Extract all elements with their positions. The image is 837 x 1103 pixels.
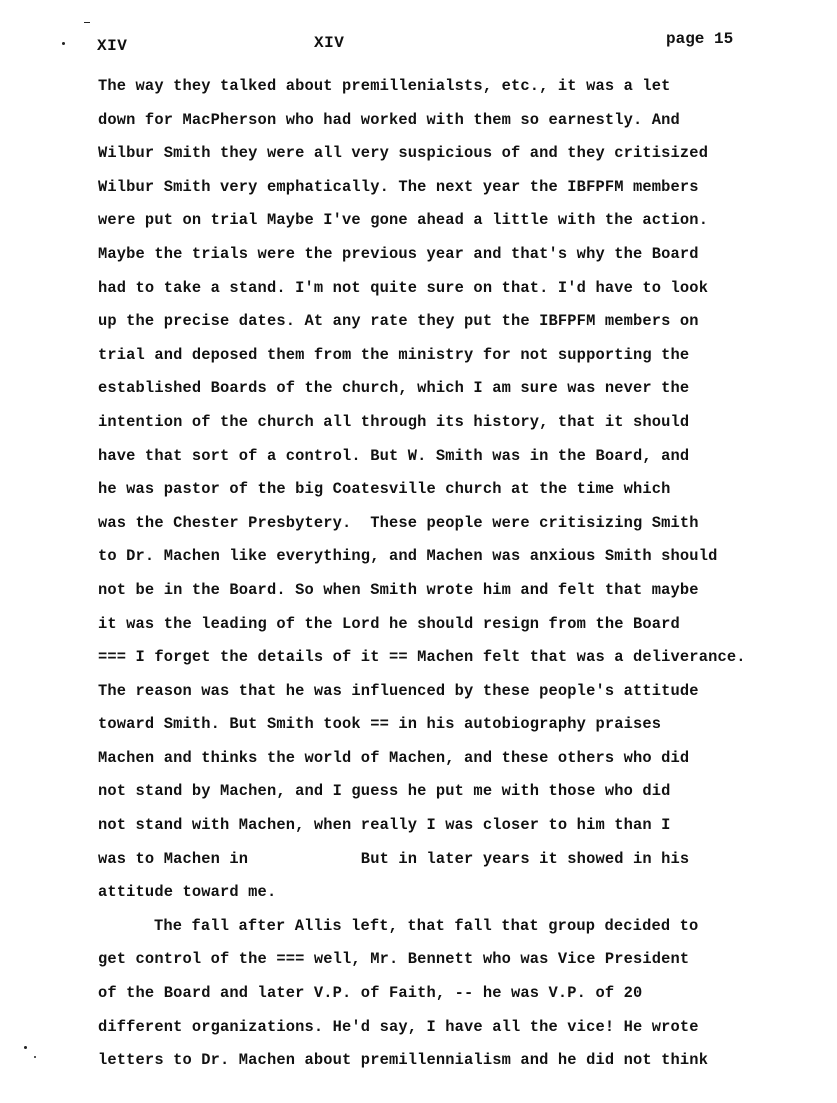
chapter-label-center: XIV xyxy=(314,34,345,52)
text-line: The reason was that he was influenced by these people's attitude xyxy=(98,681,699,700)
chapter-label-left: XIV xyxy=(97,37,128,55)
scan-speck xyxy=(34,1056,36,1058)
text-line: trial and deposed them from the ministry for not supporting the xyxy=(98,345,690,364)
scan-speck xyxy=(24,1046,27,1049)
text-line: established Boards of the church, which I am sure was never the xyxy=(98,379,690,398)
text-line: down for MacPherson who had worked with them so earnestly. And xyxy=(98,110,680,129)
text-line: not stand with Machen, when really I was closer to him than I xyxy=(98,816,671,835)
scan-speck xyxy=(62,42,65,45)
text-line: get control of the === well, Mr. Bennett who was Vice President xyxy=(98,950,690,969)
text-line: up the precise dates. At any rate they put the IBFPFM members on xyxy=(98,312,699,331)
text-line: he was pastor of the big Coatesville church at the time which xyxy=(98,480,671,499)
text-line: were put on trial Maybe I've gone ahead a little with the action. xyxy=(98,211,709,230)
text-line: attitude toward me. xyxy=(98,883,277,902)
text-line: not stand by Machen, and I guess he put me with those who did xyxy=(98,782,671,801)
text-line: === I forget the details of it == Machen felt that was a deliverance. xyxy=(98,648,746,667)
text-line: letters to Dr. Machen about premillennialism and he did not think xyxy=(98,1051,709,1070)
text-line: The fall after Allis left, that fall that group decided to xyxy=(154,916,699,935)
text-line: not be in the Board. So when Smith wrote him and felt that maybe xyxy=(98,580,699,599)
text-line: of the Board and later V.P. of Faith, -- he was V.P. of 20 xyxy=(98,984,643,1003)
text-line: Wilbur Smith very emphatically. The next year the IBFPFM members xyxy=(98,177,699,196)
text-line: Maybe the trials were the previous year and that's why the Board xyxy=(98,244,699,263)
page-number: page 15 xyxy=(666,30,734,48)
text-line: it was the leading of the Lord he should resign from the Board xyxy=(98,614,680,633)
text-line: had to take a stand. I'm not quite sure on that. I'd have to look xyxy=(98,278,709,297)
scan-speck xyxy=(84,22,90,23)
text-line: The way they talked about premillenialsts, etc., it was a let xyxy=(98,77,671,95)
text-line: toward Smith. But Smith took == in his autobiography praises xyxy=(98,715,662,734)
text-line: have that sort of a control. But W. Smith was in the Board, and xyxy=(98,446,690,465)
text-line: Wilbur Smith they were all very suspicious of and they critisized xyxy=(98,144,709,163)
text-line: to Dr. Machen like everything, and Machen was anxious Smith should xyxy=(98,547,718,566)
body-text xyxy=(98,70,828,1078)
text-line: intention of the church all through its history, that it should xyxy=(98,412,690,431)
text-line: Machen and thinks the world of Machen, and these others who did xyxy=(98,748,690,767)
text-line: was the Chester Presbytery. These people were critisizing Smith xyxy=(98,513,699,532)
text-line: different organizations. He'd say, I have all the vice! He wrote xyxy=(98,1017,699,1036)
text-line: was to Machen in But in later years it showed in his xyxy=(98,849,690,868)
